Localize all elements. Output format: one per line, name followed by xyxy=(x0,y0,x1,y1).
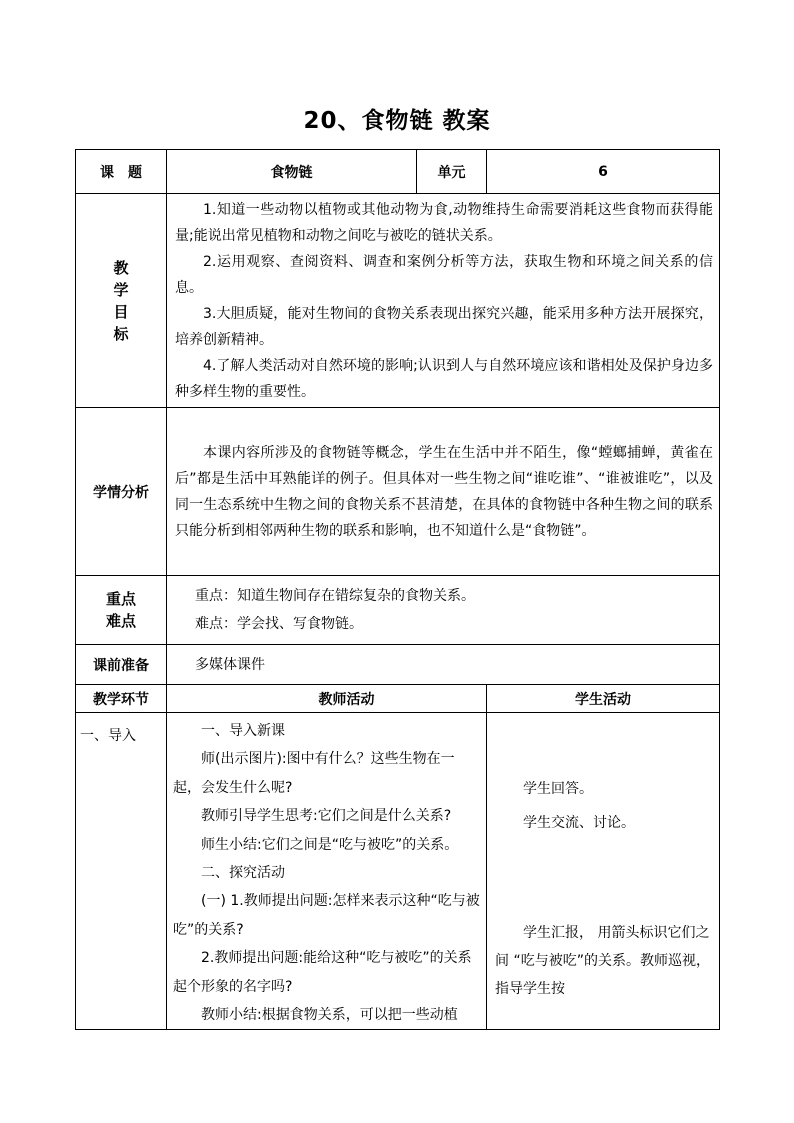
teacher-line: (一) 1.教师提出问题:怎样来表示这种“吃与被吃”的关系? xyxy=(173,893,480,938)
keypoints-row xyxy=(76,576,720,645)
student-line: 学生回答。 xyxy=(523,781,593,797)
keypoints-label xyxy=(76,576,167,645)
teacher-line: 一、导入新课 xyxy=(201,723,285,739)
teacher-line: 师(出示图片):图中有什么？这些生物在一起，会发生什么呢? xyxy=(173,751,455,796)
difficult-point: 难点：学会找、写食物链。 xyxy=(195,616,363,632)
goals-label-char: 标 xyxy=(113,324,129,343)
analysis-content: 本课内容所涉及的食物链等概念，学生在生活中并不陌生，像“螳螂捕蝉，黄雀在后”都是生活中耳熟能详的例子。但具体对一些生物之间“谁吃谁”、“谁被谁吃”，以及同一生态系统中生物之间的食物关系不甚清楚，在具体的食物链中各种生物之间的联系只能分析到相邻两种生物的联系和影响，也不知道什么是“食物链”。 xyxy=(167,408,720,576)
goal-item: 3.大胆质疑，能对生物间的食物关系表现出探究兴趣，能采用多种方法开展探究，培养创新精神。 xyxy=(175,305,713,348)
student-line: 学生交流、讨论。 xyxy=(523,815,635,831)
unit-label: 单元 xyxy=(417,150,487,194)
analysis-label: 学情分析 xyxy=(76,408,167,576)
goal-item: 1.知道一些动物以植物或其他动物为食,动物维持生命需要消耗这些食物而获得能量;能说出常见植物和动物之间吃与被吃的链状关系。 xyxy=(175,201,713,244)
teacher-line: 2.教师提出问题:能给这种“吃与被吃”的关系起个形象的名字吗? xyxy=(173,950,472,995)
teacher-line: 教师引导学生思考:它们之间是什么关系? xyxy=(201,808,452,825)
goal-item: 4.了解人类活动对自然环境的影响;认识到人与自然环境应该和谐相处及保护身边多种多样生物的重要性。 xyxy=(175,357,713,400)
prep-value: 多媒体课件 xyxy=(167,645,720,685)
topic-label: 课 题 xyxy=(76,150,167,194)
key-point: 重点：知道生物间存在错综复杂的食物关系。 xyxy=(195,588,475,604)
page-title: 20、食物链 教案 xyxy=(303,108,491,134)
goal-item: 2.运用观察、查阅资料、调查和案例分析等方法，获取生物和环境之间关系的信息。 xyxy=(175,253,713,296)
analysis-row xyxy=(76,408,720,576)
teacher-line: 师生小结:它们之间是“吃与被吃”的关系。 xyxy=(201,836,459,853)
phase-cell: 一、导入 xyxy=(76,713,167,1030)
topic-value: 食物链 xyxy=(167,150,417,194)
goals-content xyxy=(167,194,720,408)
keypoints-label-line: 重点 xyxy=(105,590,136,608)
keypoints-label-line: 难点 xyxy=(105,612,136,630)
goals-label-char: 目 xyxy=(113,302,129,321)
student-activity xyxy=(487,713,720,1030)
prep-label: 课前准备 xyxy=(76,645,167,685)
goals-label xyxy=(76,194,167,408)
teacher-activity xyxy=(167,713,487,1030)
goals-label-char: 学 xyxy=(113,280,129,299)
unit-value: 6 xyxy=(487,150,720,194)
keypoints-content xyxy=(167,576,720,645)
phase-header: 教学环节 xyxy=(76,685,167,713)
student-line: 学生汇报， 用箭头标识它们之间 “吃与被吃”的关系。教师巡视，指导学生按 xyxy=(495,925,710,997)
process-header-row xyxy=(76,685,720,713)
process-row xyxy=(76,713,720,1030)
teacher-line: 教师小结:根据食物关系，可以把一些动植 xyxy=(201,1007,458,1024)
student-header: 学生活动 xyxy=(487,685,720,713)
goals-label-char: 教 xyxy=(113,258,129,277)
topic-row xyxy=(76,150,720,194)
prep-row xyxy=(76,645,720,685)
lesson-plan-table xyxy=(75,149,720,1030)
teacher-header: 教师活动 xyxy=(167,685,487,713)
teacher-line: 二、探究活动 xyxy=(201,865,285,882)
goals-row xyxy=(76,194,720,408)
